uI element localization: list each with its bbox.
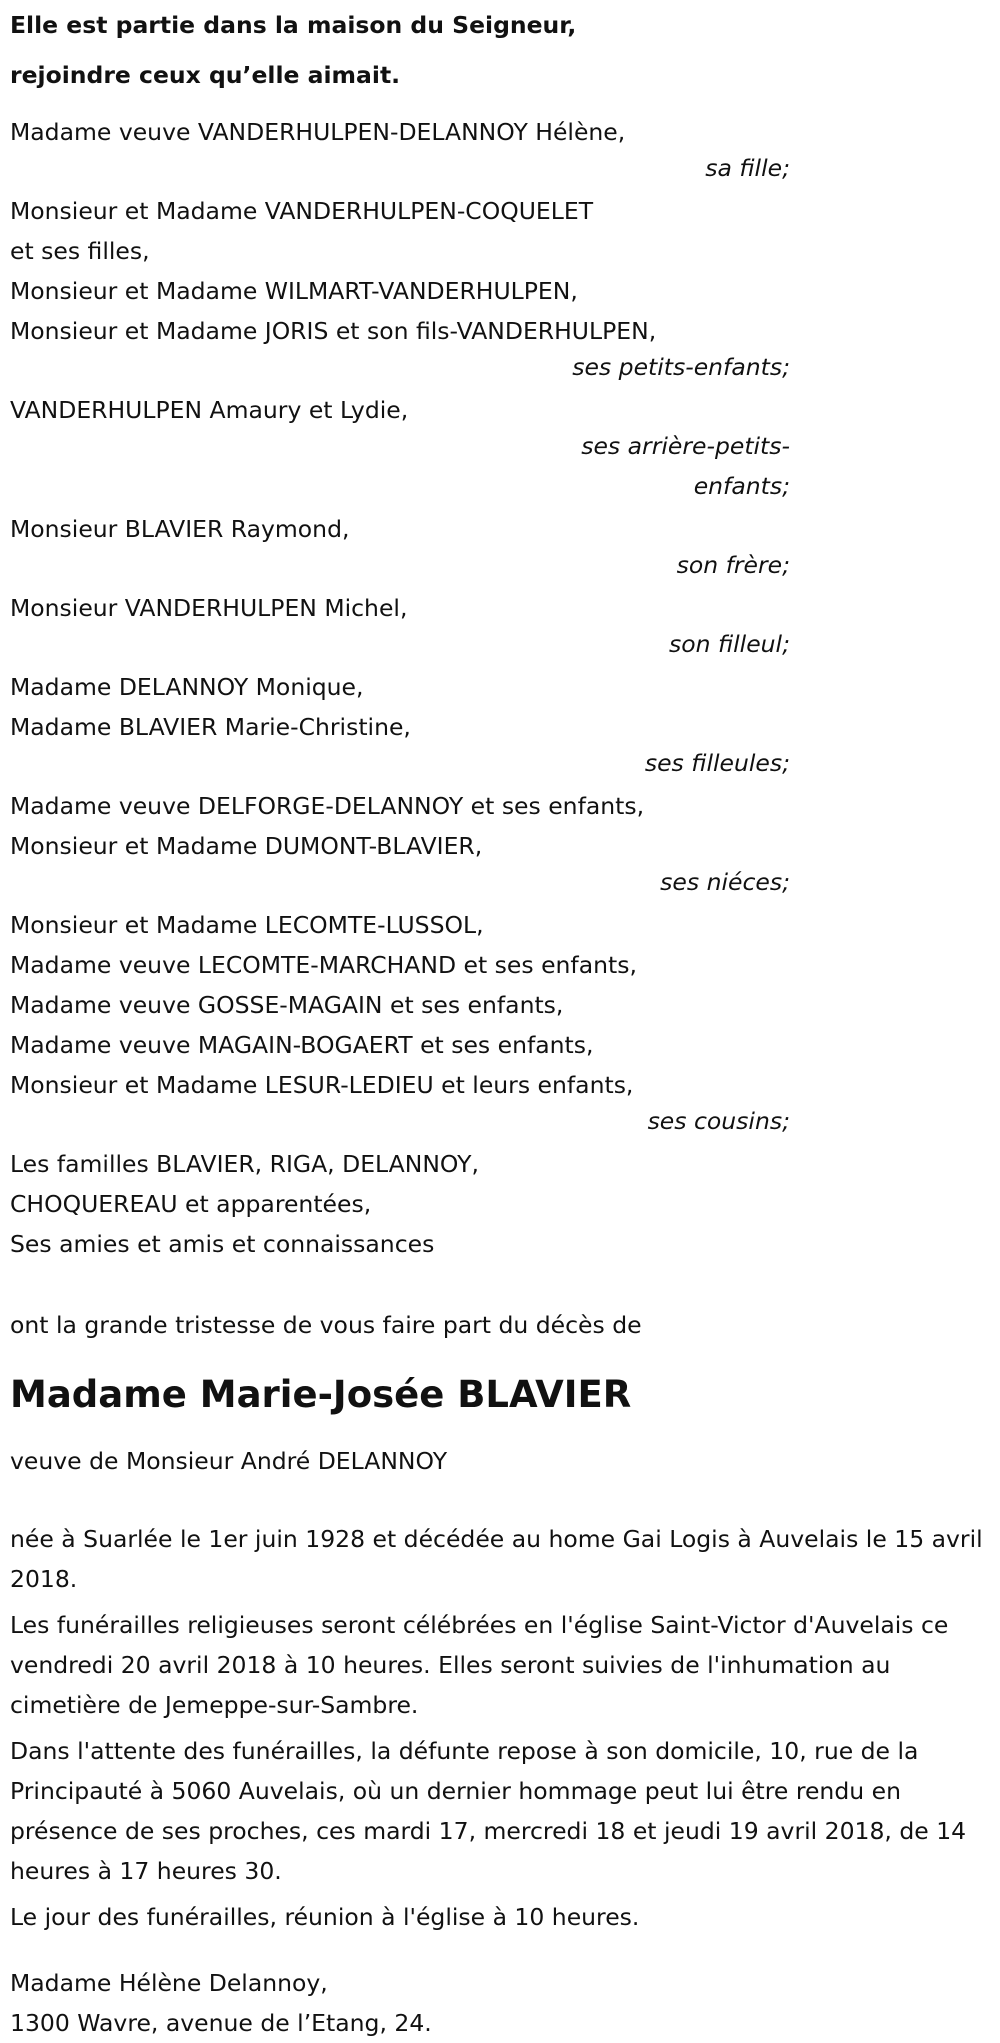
family-line: Ses amies et amis et connaissances (10, 1230, 435, 1258)
relation-label: sa fille; (705, 154, 790, 182)
mourner-name: Monsieur et Madame JORIS et son fils-VANDERHULPEN, (10, 317, 657, 345)
mourner-name: Monsieur et Madame DUMONT-BLAVIER, (10, 832, 483, 860)
mourner-group-cousins (10, 905, 790, 1141)
mourner-name: Monsieur et Madame LESUR-LEDIEU et leurs enfants, (10, 1071, 634, 1099)
mourner-name: Madame veuve MAGAIN-BOGAERT et ses enfants, (10, 1031, 594, 1059)
family-line: Les familles BLAVIER, RIGA, DELANNOY, (10, 1150, 479, 1178)
relation-label: ses niéces; (660, 868, 790, 896)
mourner-name: Madame veuve GOSSE-MAGAIN et ses enfants, (10, 991, 564, 1019)
contact-address (10, 1963, 790, 2043)
relation-label (10, 426, 790, 506)
intro-line: Elle est partie dans la maison du Seigneur, (10, 11, 577, 39)
relation-label-line: ses arrière-petits- (581, 432, 790, 460)
relation-label-line: enfants; (693, 472, 790, 500)
families-block (10, 1144, 790, 1264)
address-line: 1300 Wavre, avenue de l’Etang, 24. (10, 2009, 432, 2037)
mourner-name: Monsieur VANDERHULPEN Michel, (10, 594, 408, 622)
mourner-group-great-grandchildren (10, 390, 790, 506)
birth-death-paragraph: née à Suarlée le 1er juin 1928 et décédée au home Gai Logis à Auvelais le 15 avril 2018. (10, 1525, 983, 1593)
mourner-group-nieces (10, 786, 790, 902)
mourner-group-brother (10, 509, 790, 585)
visitation-paragraph: Dans l'attente des funérailles, la défunte repose à son domicile, 10, rue de la Principauté à 5060 Auvelais, où un dernier hommage peut lui être rendu en présence de ses proches, ces mardi 17, mercredi 18 et jeudi 19 avril 2018, de 14 heures à 17 heures 30. (10, 1737, 967, 1885)
mourner-name: Monsieur BLAVIER Raymond, (10, 515, 350, 543)
intro-verse (10, 0, 790, 100)
intro-line: rejoindre ceux qu’elle aimait. (10, 61, 401, 89)
mourner-name: Madame BLAVIER Marie-Christine, (10, 713, 411, 741)
relation-label: ses filleules; (644, 749, 790, 777)
spacer (10, 1481, 790, 1519)
mourner-name: VANDERHULPEN Amaury et Lydie, (10, 396, 409, 424)
widow-of-text: veuve de Monsieur André DELANNOY (10, 1447, 448, 1475)
mourner-name: Madame veuve LECOMTE-MARCHAND et ses enfants, (10, 951, 637, 979)
mourner-name: Madame DELANNOY Monique, (10, 673, 364, 701)
mourner-name: Monsieur et Madame WILMART-VANDERHULPEN, (10, 277, 578, 305)
relation-label: son frère; (676, 551, 790, 579)
mourner-name: et ses filles, (10, 237, 150, 265)
mourner-name: Monsieur et Madame LECOMTE-LUSSOL, (10, 911, 484, 939)
relation-label: ses petits-enfants; (572, 353, 790, 381)
deceased-name: Madame Marie-Josée BLAVIER (10, 1373, 632, 1416)
announcement-text: ont la grande tristesse de vous faire part du décès de (10, 1311, 642, 1339)
address-line: Madame Hélène Delannoy, (10, 1969, 328, 1997)
mourner-group-godson (10, 588, 790, 664)
mourner-name: Monsieur et Madame VANDERHULPEN-COQUELET (10, 197, 594, 225)
meeting-paragraph: Le jour des funérailles, réunion à l'église à 10 heures. (10, 1903, 640, 1931)
mourner-group-goddaughters (10, 667, 790, 783)
spacer (10, 1267, 790, 1305)
relation-label: son filleul; (668, 630, 790, 658)
mourner-name: Madame veuve DELFORGE-DELANNOY et ses enfants, (10, 792, 645, 820)
funeral-paragraph: Les funérailles religieuses seront célébrées en l'église Saint-Victor d'Auvelais ce vendredi 20 avril 2018 à 10 heures. Elles seront suivies de l'inhumation au cimetière de Jemeppe-sur-Sambre. (10, 1611, 949, 1719)
family-line: CHOQUEREAU et apparentées, (10, 1190, 372, 1218)
mourner-name: Madame veuve VANDERHULPEN-DELANNOY Hélène, (10, 118, 626, 146)
mourner-group-grandchildren (10, 191, 790, 387)
mourner-group-daughter (10, 112, 790, 188)
relation-label: ses cousins; (647, 1107, 790, 1135)
